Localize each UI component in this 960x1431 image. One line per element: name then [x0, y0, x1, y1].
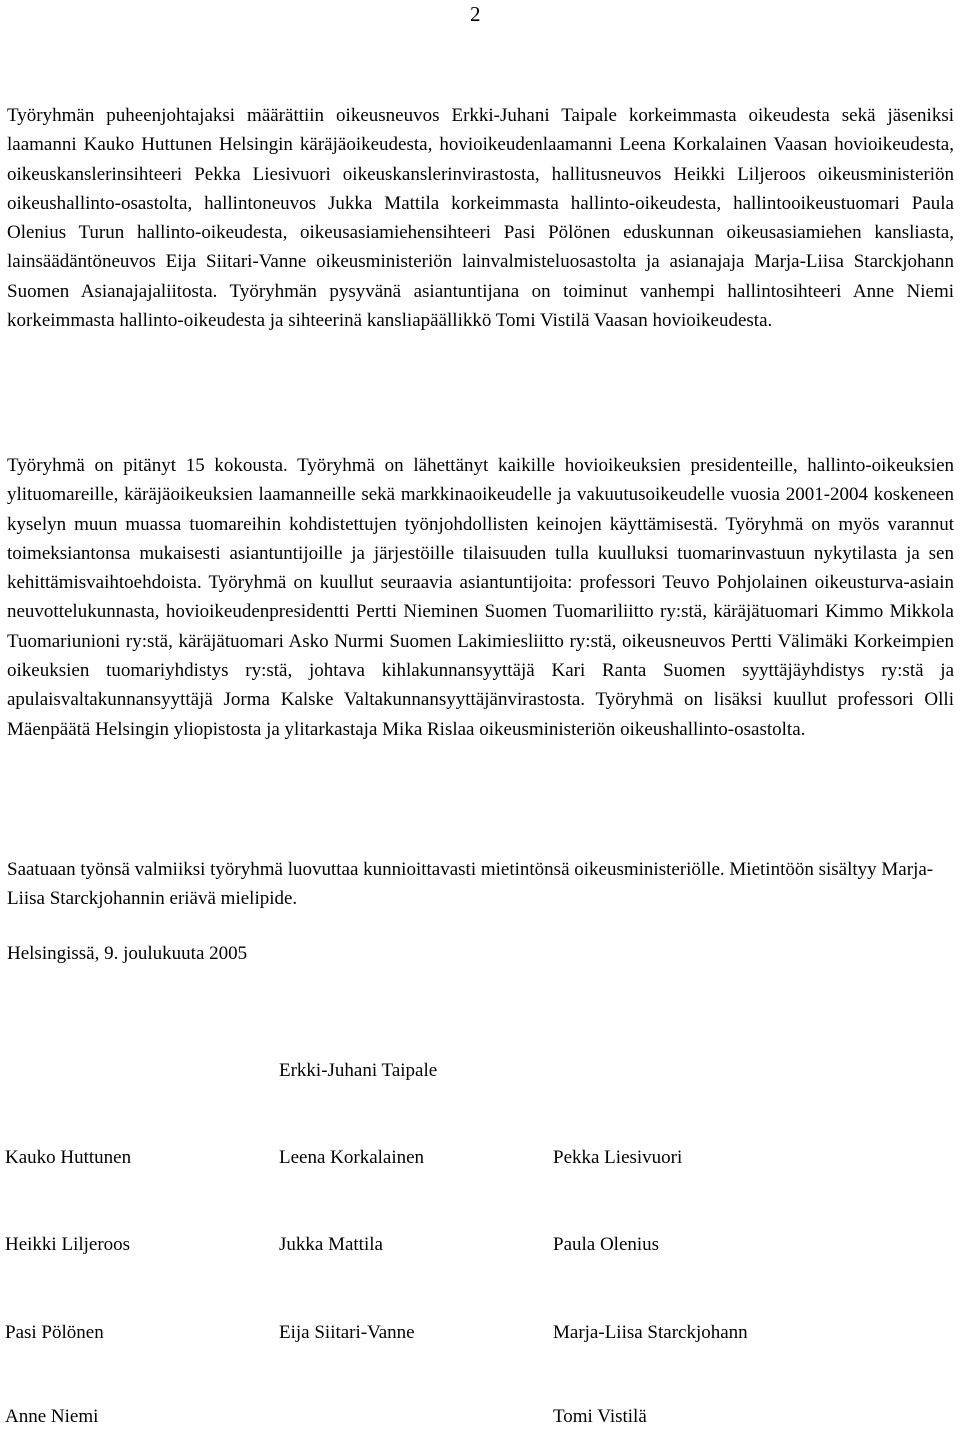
signature-name: Heikki Liljeroos — [5, 1234, 131, 1255]
page-number: 2 — [470, 2, 481, 26]
signature-name: Pasi Pölönen — [5, 1322, 104, 1343]
signature-name: Kauko Huttunen — [5, 1147, 132, 1168]
signature-name: Eija Siitari-Vanne — [279, 1322, 415, 1343]
signature-name: Marja-Liisa Starckjohann — [553, 1322, 748, 1343]
paragraph-handover: Saatuaan työnsä valmiiksi työryhmä luovuttaa kunnioittavasti mietintönsä oikeusministeriölle. Mietintöön sisältyy Marja-Liisa Starckjohannin eriävä mielipide. — [7, 859, 934, 910]
signature-name: Jukka Mattila — [279, 1234, 383, 1255]
place-and-date: Helsingissä, 9. joulukuuta 2005 — [7, 943, 248, 964]
signature-name: Pekka Liesivuori — [553, 1147, 683, 1168]
signature-chair: Erkki-Juhani Taipale — [279, 1060, 438, 1081]
signature-name: Tomi Vistilä — [553, 1406, 647, 1427]
signature-name: Anne Niemi — [5, 1406, 99, 1427]
paragraph-meetings-and-hearings: Työryhmä on pitänyt 15 kokousta. Työryhmä on lähettänyt kaikille hovioikeuksien presidenteille, hallinto-oikeuksien ylituomareille, käräjäoikeuksien laamanneille sekä markkinaoikeudelle ja vakuutusoikeudelle vuosia 2001-2004 koskeneen kyselyn muun muassa tuomareihin kohdistettujen työnjohdollisten keinojen käyttämisestä. Työryhmä on myös varannut toimeksiantonsa mukaisesti asiantuntijoille ja järjestöille tilaisuuden tulla kuulluksi tuomarinvastuun nykytilasta ja sen kehittämisvaihtoehdoista. Työryhmä on kuullut seuraavia asiantuntijoita: professori Teuvo Pohjolainen oikeusturva-asiain neuvottelukunnasta, hovioikeudenpresidentti Pertti Nieminen Suomen Tuomariliitto ry:stä, käräjätuomari Kimmo Mikkola Tuomariunioni ry:stä, käräjätuomari Asko Nurmi Suomen Lakimiesliitto ry:stä, oikeusneuvos Pertti Välimäki Korkeimpien oikeuksien tuomariyhdistys ry:stä, johtava kihlakunnansyyttäjä Kari Ranta Suomen syyttäjäyhdistys ry:stä ja apulaisvaltakunnansyyttäjä Jorma Kalske Valtakunnansyyttäjänvirastosta. Työryhmä on lisäksi kuullut professori Olli Mäenpäätä Helsingin yliopistosta ja ylitarkastaja Mika Rislaa oikeusministeriön oikeushallinto-osastolta. — [7, 455, 954, 740]
signature-name: Paula Olenius — [553, 1234, 660, 1255]
paragraph-working-group-members: Työryhmän puheenjohtajaksi määrättiin oikeusneuvos Erkki-Juhani Taipale korkeimmasta oikeudesta sekä jäseniksi laamanni Kauko Huttunen Helsingin käräjäoikeudesta, hovioikeudenlaamanni Leena Korkalainen Vaasan hovioikeudesta, oikeuskanslerinsihteeri Pekka Liesivuori oikeuskanslerinvirastosta, hallitusneuvos Heikki Liljeroos oikeusministeriön oikeushallinto-osastolta, hallintoneuvos Jukka Mattila korkeimmasta hallinto-oikeudesta, hallintooikeustuomari Paula Olenius Turun hallinto-oikeudesta, oikeusasiamiehensihteeri Pasi Pölönen eduskunnan oikeusasiamiehen kansliasta, lainsäädäntöneuvos Eija Siitari-Vanne oikeusministeriön lainvalmisteluosastolta ja asianajaja Marja-Liisa Starckjohann Suomen Asianajajaliitosta. Työryhmän pysyvänä asiantuntijana on toiminut vanhempi hallintosihteeri Anne Niemi korkeimmasta hallinto-oikeudesta ja sihteerinä kansliapäällikkö Tomi Vistilä Vaasan hovioikeudesta. — [7, 105, 954, 332]
signature-name: Leena Korkalainen — [279, 1147, 425, 1168]
